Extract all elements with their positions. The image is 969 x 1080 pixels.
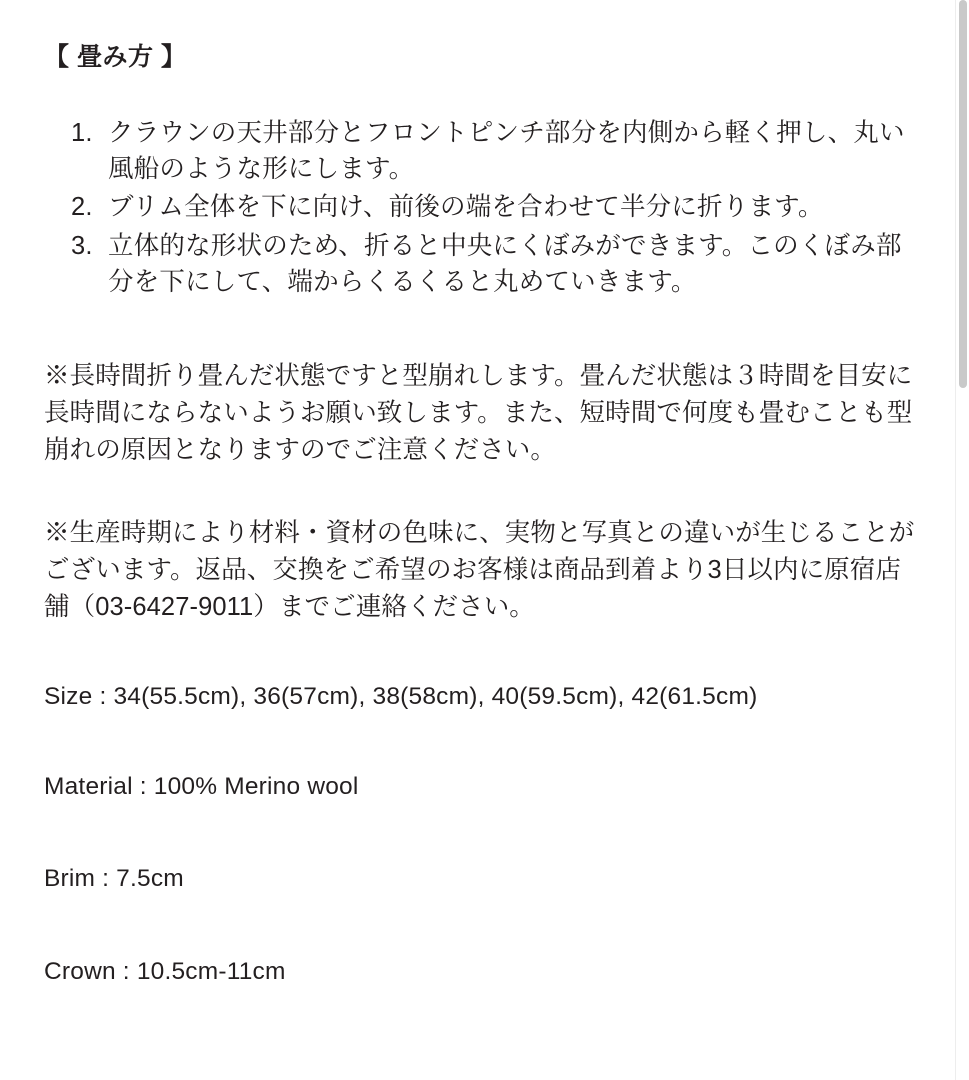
spec-crown: Crown : 10.5cm-11cm xyxy=(44,957,286,985)
scrollbar[interactable] xyxy=(955,0,969,1080)
spec-material: Material : 100% Merino wool xyxy=(44,773,359,801)
scrollbar-thumb[interactable] xyxy=(959,0,967,388)
page-title: 【 畳み方 】 xyxy=(44,43,187,71)
spec-brim: Brim : 7.5cm xyxy=(44,865,184,893)
list-item: 3. 立体的な形状のため、折ると中央にくぼみができます。このくぼみ部分を下にして、端からくるくると丸めていきます。 xyxy=(100,228,923,300)
care-note-folding: ※長時間折り畳んだ状態ですと型崩れします。畳んだ状態は３時間を目安に長時間にならないようお願い致します。また、短時間で何度も畳むことも型崩れの原因となりますのでご注意ください。 xyxy=(44,362,913,464)
list-item: 2. ブリム全体を下に向け、前後の端を合わせて半分に折ります。 xyxy=(100,189,923,225)
folding-steps-list xyxy=(44,115,923,300)
care-note-returns: ※生産時期により材料・資材の色味に、実物と写真との違いが生じることがございます。返品、交換をご希望のお客様は商品到着より3日以内に原宿店舗（03-6427-9011）までご連絡ください。 xyxy=(44,518,915,621)
spec-size: Size : 34(55.5cm), 36(57cm), 38(58cm), 40(59.5cm), 42(61.5cm) xyxy=(44,682,758,710)
list-item: 1. クラウンの天井部分とフロントピンチ部分を内側から軽く押し、丸い風船のような形にします。 xyxy=(100,115,923,187)
